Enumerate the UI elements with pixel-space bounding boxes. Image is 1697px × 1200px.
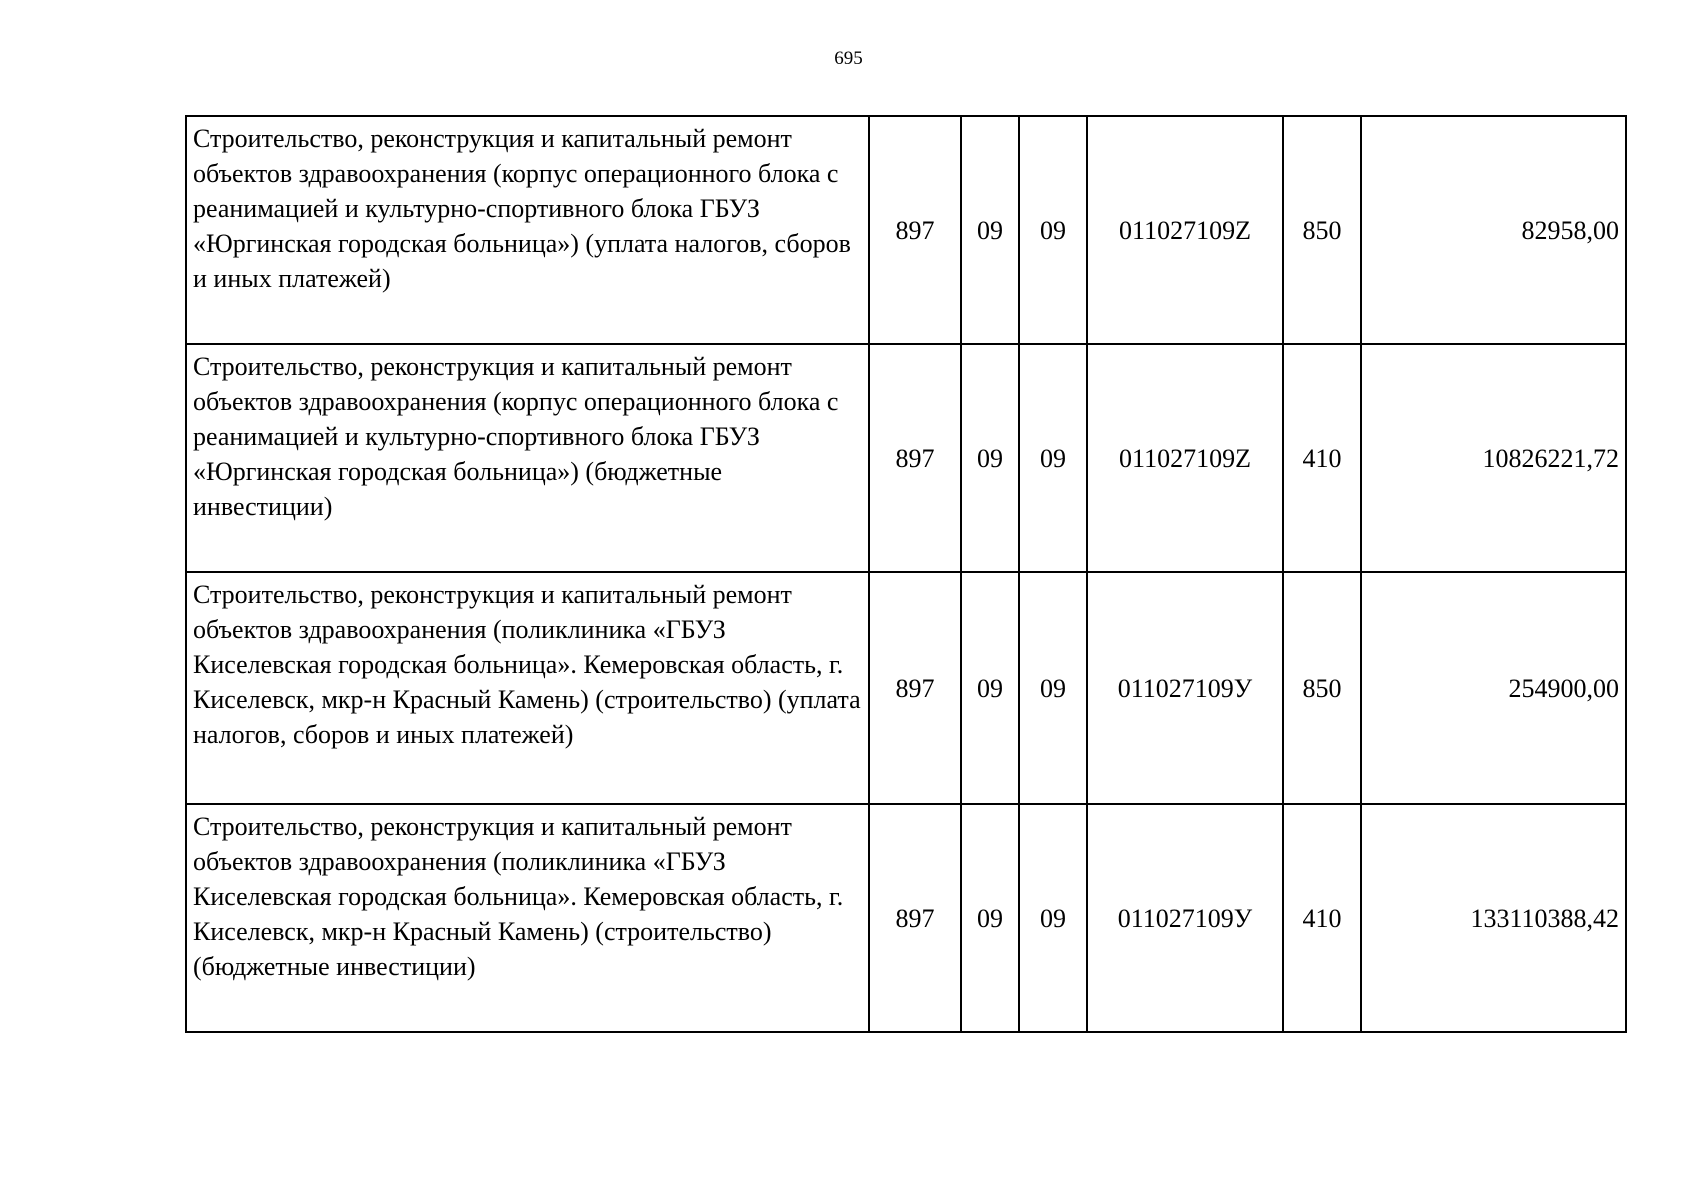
expense-type-code: 850 — [1283, 116, 1361, 344]
table-row — [186, 804, 1626, 1032]
amount: 254900,00 — [1361, 572, 1626, 804]
expense-type-code: 410 — [1283, 344, 1361, 572]
section-code: 09 — [961, 116, 1019, 344]
amount: 10826221,72 — [1361, 344, 1626, 572]
amount: 82958,00 — [1361, 116, 1626, 344]
table-row — [186, 116, 1626, 344]
target-article-code: 011027109Z — [1087, 116, 1283, 344]
section-code: 09 — [961, 572, 1019, 804]
page-number: 695 — [834, 48, 863, 69]
table-row — [186, 344, 1626, 572]
target-article-code: 011027109У — [1087, 572, 1283, 804]
row-description: Строительство, реконструкция и капитальный ремонт объектов здравоохранения (поликлиника «ГБУЗ Киселевская городская больница». Кемеровская область, г. Киселевск, мкр-н Красный Камень) (строительство) (бюджетные инвестиции) — [186, 804, 869, 1032]
subsection-code: 09 — [1019, 572, 1087, 804]
target-article-code: 011027109У — [1087, 804, 1283, 1032]
ministry-code: 897 — [869, 572, 961, 804]
row-description: Строительство, реконструкция и капитальный ремонт объектов здравоохранения (корпус операционного блока с реанимацией и культурно-спортивного блока ГБУЗ «Юргинская городская больница») (уплата налогов, сборов и иных платежей) — [186, 116, 869, 344]
subsection-code: 09 — [1019, 804, 1087, 1032]
target-article-code: 011027109Z — [1087, 344, 1283, 572]
expense-type-code: 410 — [1283, 804, 1361, 1032]
ministry-code: 897 — [869, 116, 961, 344]
section-code: 09 — [961, 804, 1019, 1032]
ministry-code: 897 — [869, 804, 961, 1032]
section-code: 09 — [961, 344, 1019, 572]
subsection-code: 09 — [1019, 116, 1087, 344]
subsection-code: 09 — [1019, 344, 1087, 572]
amount: 133110388,42 — [1361, 804, 1626, 1032]
ministry-code: 897 — [869, 344, 961, 572]
table-row — [186, 572, 1626, 804]
expense-type-code: 850 — [1283, 572, 1361, 804]
row-description: Строительство, реконструкция и капитальный ремонт объектов здравоохранения (поликлиника «ГБУЗ Киселевская городская больница». Кемеровская область, г. Киселевск, мкр-н Красный Камень) (строительство) (уплата налогов, сборов и иных платежей) — [186, 572, 869, 804]
budget-table — [185, 115, 1627, 1033]
row-description: Строительство, реконструкция и капитальный ремонт объектов здравоохранения (корпус операционного блока с реанимацией и культурно-спортивного блока ГБУЗ «Юргинская городская больница») (бюджетные инвестиции) — [186, 344, 869, 572]
